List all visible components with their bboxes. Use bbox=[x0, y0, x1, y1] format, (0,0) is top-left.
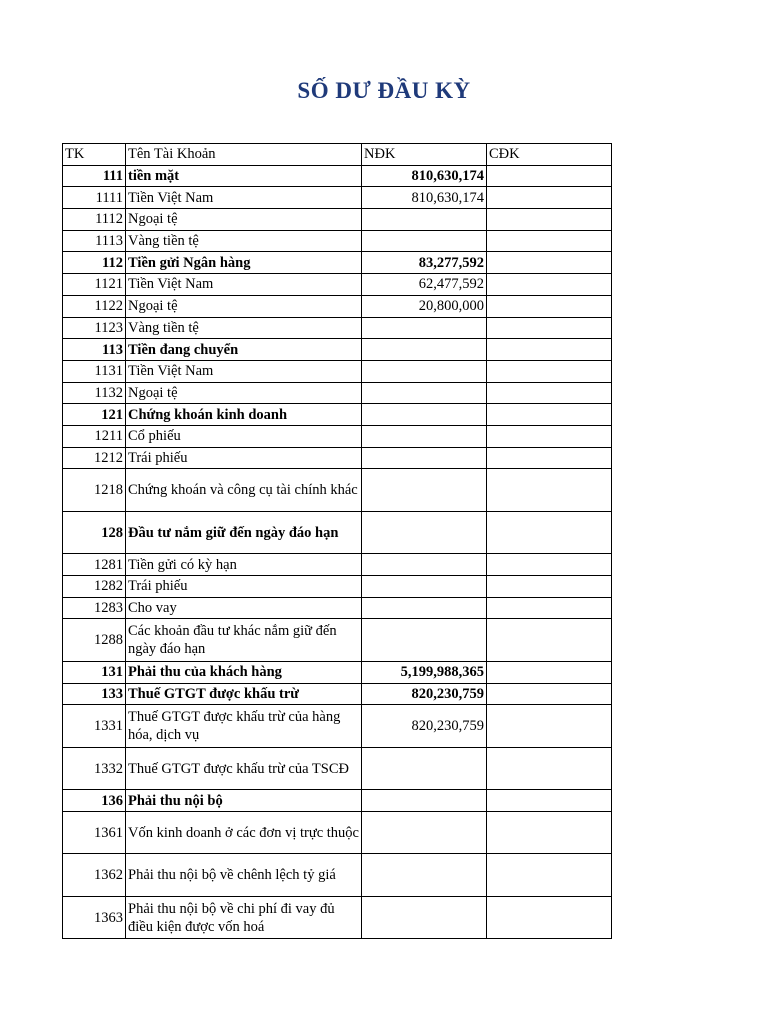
opening-debit-cell bbox=[362, 854, 487, 897]
opening-debit-cell bbox=[362, 317, 487, 339]
table-row bbox=[63, 469, 612, 512]
opening-debit-cell bbox=[362, 554, 487, 576]
table-row bbox=[63, 661, 612, 683]
opening-debit-cell: 820,230,759 bbox=[362, 705, 487, 748]
account-code-cell: 136 bbox=[63, 790, 126, 812]
account-name-cell: Đầu tư nắm giữ đến ngày đáo hạn bbox=[126, 511, 362, 554]
table-row bbox=[63, 511, 612, 554]
account-code-cell: 1112 bbox=[63, 209, 126, 231]
account-name-cell: Thuế GTGT được khấu trừ của hàng hóa, dịch vụ bbox=[126, 705, 362, 748]
opening-debit-cell: 62,477,592 bbox=[362, 274, 487, 296]
account-name-cell: Phải thu của khách hàng bbox=[126, 661, 362, 683]
account-code-cell: 1113 bbox=[63, 230, 126, 252]
opening-debit-cell bbox=[362, 360, 487, 382]
account-code-cell: 1212 bbox=[63, 447, 126, 469]
table-row bbox=[63, 747, 612, 790]
account-code-cell: 1331 bbox=[63, 705, 126, 748]
header-tk: TK bbox=[63, 144, 126, 166]
opening-credit-cell bbox=[487, 811, 612, 854]
account-code-cell: 1282 bbox=[63, 576, 126, 598]
account-code-cell: 1362 bbox=[63, 854, 126, 897]
table-row bbox=[63, 187, 612, 209]
opening-credit-cell bbox=[487, 661, 612, 683]
opening-credit-cell bbox=[487, 209, 612, 231]
table-row bbox=[63, 339, 612, 361]
opening-debit-cell bbox=[362, 896, 487, 939]
opening-debit-cell bbox=[362, 576, 487, 598]
account-name-cell: Ngoại tệ bbox=[126, 209, 362, 231]
account-name-cell: Chứng khoán kinh doanh bbox=[126, 404, 362, 426]
opening-credit-cell bbox=[487, 447, 612, 469]
opening-credit-cell bbox=[487, 469, 612, 512]
account-code-cell: 1332 bbox=[63, 747, 126, 790]
table-row bbox=[63, 554, 612, 576]
opening-debit-cell bbox=[362, 209, 487, 231]
account-name-cell: Các khoản đầu tư khác nắm giữ đến ngày đáo hạn bbox=[126, 619, 362, 662]
table-row bbox=[63, 447, 612, 469]
account-code-cell: 1122 bbox=[63, 295, 126, 317]
account-name-cell: Ngoại tệ bbox=[126, 295, 362, 317]
opening-credit-cell bbox=[487, 382, 612, 404]
account-code-cell: 1132 bbox=[63, 382, 126, 404]
page-title: SỐ DƯ ĐẦU KỲ bbox=[297, 78, 471, 103]
header-ndk: NĐK bbox=[362, 144, 487, 166]
account-code-cell: 113 bbox=[63, 339, 126, 361]
account-name-cell: Ngoại tệ bbox=[126, 382, 362, 404]
account-code-cell: 1283 bbox=[63, 597, 126, 619]
table-row bbox=[63, 295, 612, 317]
account-name-cell: Phải thu nội bộ về chênh lệch tỷ giá bbox=[126, 854, 362, 897]
opening-credit-cell bbox=[487, 339, 612, 361]
opening-debit-cell bbox=[362, 790, 487, 812]
account-name-cell: Cổ phiếu bbox=[126, 425, 362, 447]
account-name-cell: Tiền gửi có kỳ hạn bbox=[126, 554, 362, 576]
opening-debit-cell bbox=[362, 511, 487, 554]
opening-credit-cell bbox=[487, 295, 612, 317]
table-row bbox=[63, 274, 612, 296]
opening-debit-cell bbox=[362, 469, 487, 512]
opening-credit-cell bbox=[487, 360, 612, 382]
account-code-cell: 131 bbox=[63, 661, 126, 683]
account-name-cell: Thuế GTGT được khấu trừ bbox=[126, 683, 362, 705]
table-row bbox=[63, 382, 612, 404]
opening-credit-cell bbox=[487, 896, 612, 939]
table-row bbox=[63, 360, 612, 382]
account-name-cell: Tiền Việt Nam bbox=[126, 274, 362, 296]
opening-debit-cell: 20,800,000 bbox=[362, 295, 487, 317]
account-code-cell: 1131 bbox=[63, 360, 126, 382]
opening-credit-cell bbox=[487, 619, 612, 662]
opening-credit-cell bbox=[487, 187, 612, 209]
opening-credit-cell bbox=[487, 511, 612, 554]
account-code-cell: 1281 bbox=[63, 554, 126, 576]
opening-debit-cell bbox=[362, 404, 487, 426]
table-row bbox=[63, 896, 612, 939]
table-header-row bbox=[63, 144, 612, 166]
opening-debit-cell: 820,230,759 bbox=[362, 683, 487, 705]
opening-credit-cell bbox=[487, 230, 612, 252]
account-name-cell: Thuế GTGT được khấu trừ của TSCĐ bbox=[126, 747, 362, 790]
table-row bbox=[63, 576, 612, 598]
opening-debit-cell bbox=[362, 382, 487, 404]
account-code-cell: 1111 bbox=[63, 187, 126, 209]
table-row bbox=[63, 165, 612, 187]
table-row bbox=[63, 597, 612, 619]
table-row bbox=[63, 705, 612, 748]
table-row bbox=[63, 811, 612, 854]
account-name-cell: Vàng tiền tệ bbox=[126, 230, 362, 252]
account-balance-table bbox=[62, 143, 612, 939]
opening-credit-cell bbox=[487, 683, 612, 705]
account-name-cell: Tiền đang chuyển bbox=[126, 339, 362, 361]
table-row bbox=[63, 854, 612, 897]
header-cdk: CĐK bbox=[487, 144, 612, 166]
account-name-cell: Tiền gửi Ngân hàng bbox=[126, 252, 362, 274]
account-name-cell: Phải thu nội bộ về chi phí đi vay đủ điều kiện được vốn hoá bbox=[126, 896, 362, 939]
opening-credit-cell bbox=[487, 165, 612, 187]
account-name-cell: Chứng khoán và công cụ tài chính khác bbox=[126, 469, 362, 512]
opening-debit-cell bbox=[362, 619, 487, 662]
table-row bbox=[63, 619, 612, 662]
opening-credit-cell bbox=[487, 317, 612, 339]
table-row bbox=[63, 683, 612, 705]
table-row bbox=[63, 209, 612, 231]
opening-credit-cell bbox=[487, 425, 612, 447]
opening-debit-cell: 810,630,174 bbox=[362, 165, 487, 187]
account-code-cell: 1211 bbox=[63, 425, 126, 447]
opening-debit-cell bbox=[362, 447, 487, 469]
opening-debit-cell bbox=[362, 747, 487, 790]
opening-debit-cell: 83,277,592 bbox=[362, 252, 487, 274]
account-name-cell: Vốn kinh doanh ở các đơn vị trực thuộc bbox=[126, 811, 362, 854]
opening-credit-cell bbox=[487, 854, 612, 897]
opening-credit-cell bbox=[487, 705, 612, 748]
opening-debit-cell bbox=[362, 811, 487, 854]
table-row bbox=[63, 425, 612, 447]
account-code-cell: 1218 bbox=[63, 469, 126, 512]
opening-credit-cell bbox=[487, 576, 612, 598]
account-name-cell: Cho vay bbox=[126, 597, 362, 619]
opening-credit-cell bbox=[487, 597, 612, 619]
account-name-cell: tiền mặt bbox=[126, 165, 362, 187]
account-name-cell: Vàng tiền tệ bbox=[126, 317, 362, 339]
account-name-cell: Tiền Việt Nam bbox=[126, 187, 362, 209]
opening-debit-cell bbox=[362, 230, 487, 252]
table-row bbox=[63, 404, 612, 426]
account-name-cell: Tiền Việt Nam bbox=[126, 360, 362, 382]
opening-credit-cell bbox=[487, 747, 612, 790]
account-code-cell: 112 bbox=[63, 252, 126, 274]
opening-credit-cell bbox=[487, 274, 612, 296]
account-code-cell: 1121 bbox=[63, 274, 126, 296]
opening-debit-cell bbox=[362, 597, 487, 619]
opening-debit-cell bbox=[362, 425, 487, 447]
account-name-cell: Trái phiếu bbox=[126, 576, 362, 598]
account-code-cell: 1361 bbox=[63, 811, 126, 854]
opening-credit-cell bbox=[487, 554, 612, 576]
account-code-cell: 128 bbox=[63, 511, 126, 554]
account-name-cell: Trái phiếu bbox=[126, 447, 362, 469]
account-code-cell: 1288 bbox=[63, 619, 126, 662]
opening-credit-cell bbox=[487, 790, 612, 812]
account-code-cell: 1363 bbox=[63, 896, 126, 939]
header-account-name: Tên Tài Khoản bbox=[126, 144, 362, 166]
table-row bbox=[63, 317, 612, 339]
opening-credit-cell bbox=[487, 404, 612, 426]
account-name-cell: Phải thu nội bộ bbox=[126, 790, 362, 812]
table-body bbox=[63, 144, 612, 939]
opening-debit-cell: 810,630,174 bbox=[362, 187, 487, 209]
table-row bbox=[63, 790, 612, 812]
opening-credit-cell bbox=[487, 252, 612, 274]
opening-debit-cell: 5,199,988,365 bbox=[362, 661, 487, 683]
table-row bbox=[63, 230, 612, 252]
account-code-cell: 1123 bbox=[63, 317, 126, 339]
table-row bbox=[63, 252, 612, 274]
account-code-cell: 121 bbox=[63, 404, 126, 426]
account-code-cell: 133 bbox=[63, 683, 126, 705]
opening-debit-cell bbox=[362, 339, 487, 361]
account-code-cell: 111 bbox=[63, 165, 126, 187]
